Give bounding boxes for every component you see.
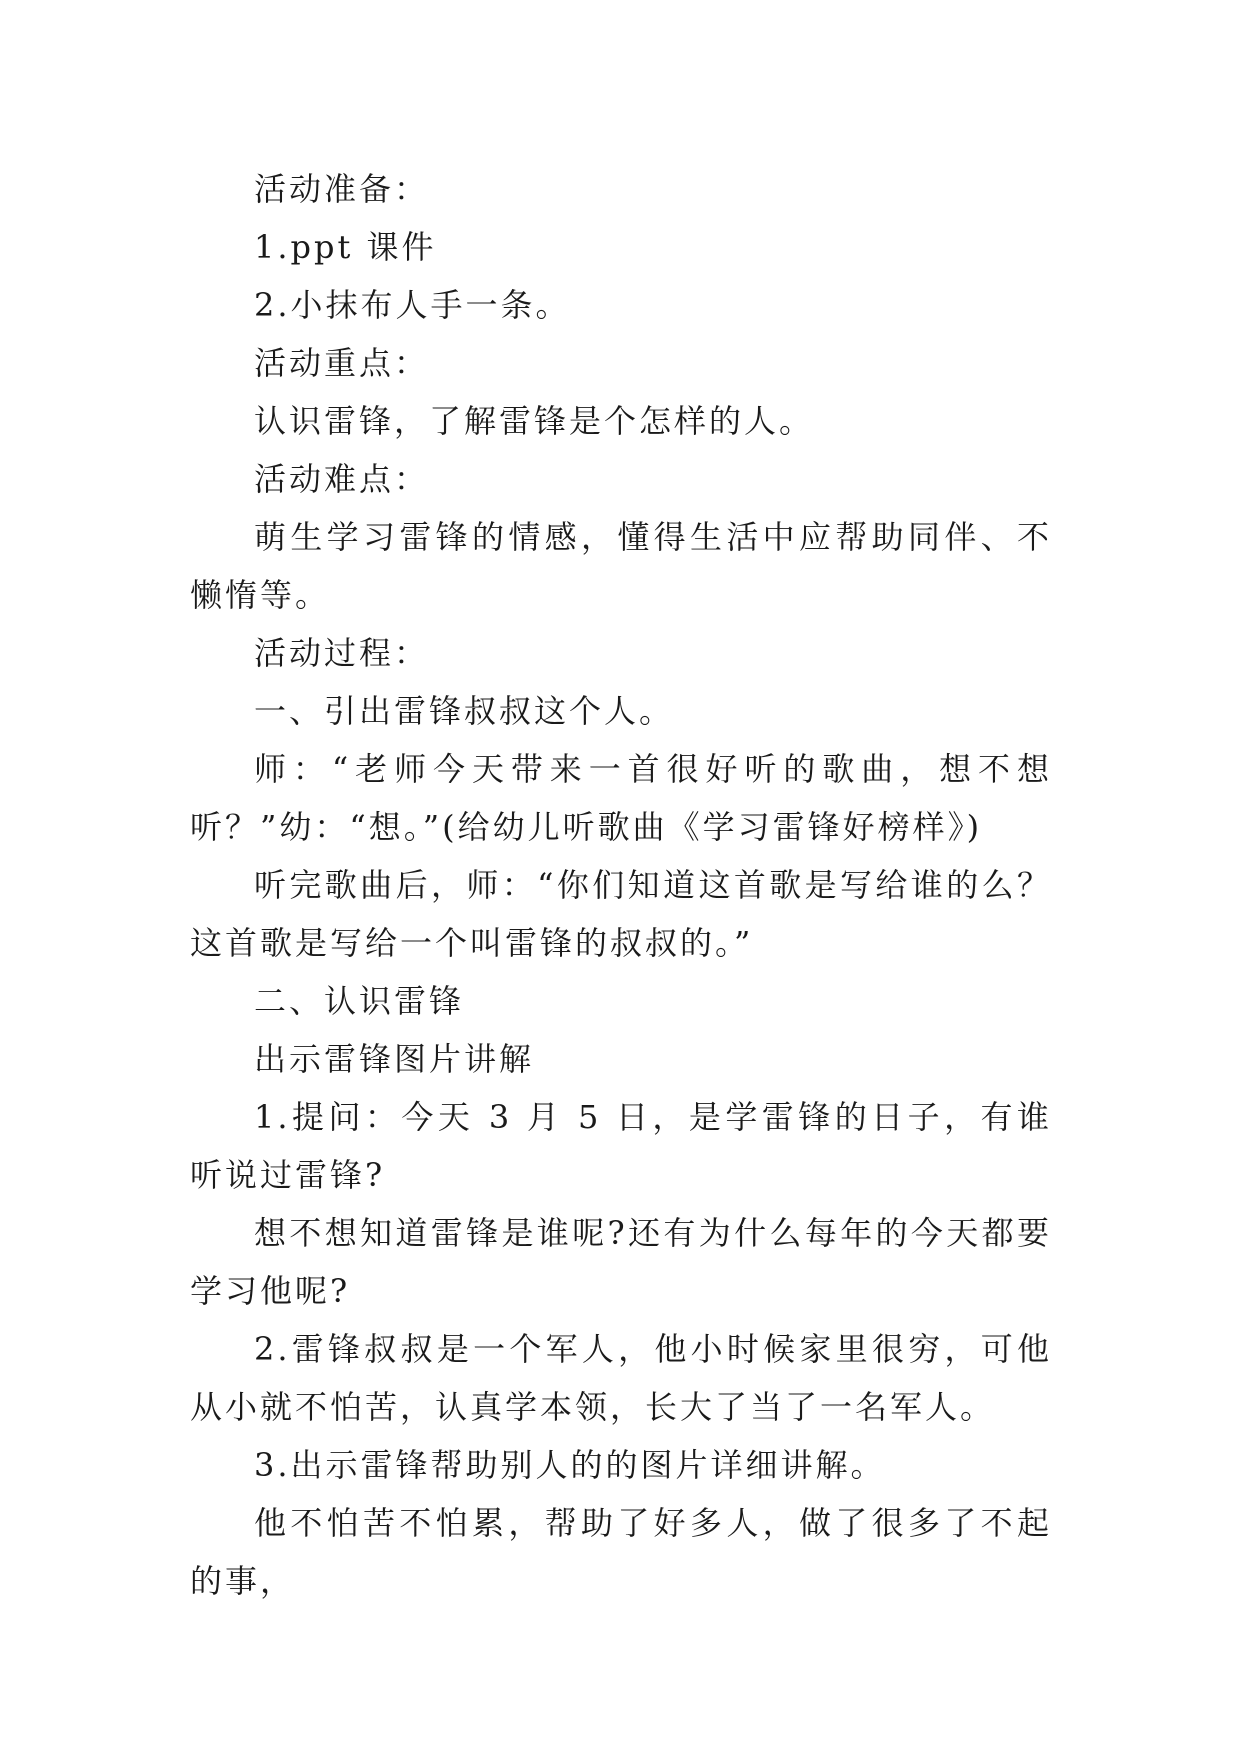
section-heading: 一、引出雷锋叔叔这个人。 — [254, 692, 675, 730]
heading-difficulties: 活动难点： — [254, 460, 430, 498]
list-item: 2.雷锋叔叔是一个军人，他小时候家里很穷，可他从小就不怕苦，认真学本领，长大了当了一名军人。 — [190, 1330, 1052, 1426]
body-paragraph: 他不怕苦不怕累，帮助了好多人，做了很多了不起的事， — [190, 1504, 1052, 1600]
body-paragraph: 想不想知道雷锋是谁呢?还有为什么每年的今天都要学习他呢? — [190, 1214, 1052, 1310]
heading-preparation: 活动准备： — [254, 170, 430, 208]
list-item: 1.ppt 课件 — [254, 228, 437, 266]
body-paragraph: 认识雷锋，了解雷锋是个怎样的人。 — [254, 402, 815, 440]
document-body — [190, 160, 1052, 1610]
heading-key-points: 活动重点： — [254, 344, 430, 382]
list-item: 2.小抹布人手一条。 — [254, 286, 571, 324]
body-paragraph: 师：“老师今天带来一首很好听的歌曲，想不想听？”幼：“想。”(给幼儿听歌曲《学习雷锋好榜样》) — [190, 750, 1052, 846]
heading-process: 活动过程： — [254, 634, 430, 672]
body-paragraph: 听完歌曲后，师：“你们知道这首歌是写给谁的么？这首歌是写给一个叫雷锋的叔叔的。” — [190, 866, 1052, 962]
body-paragraph: 萌生学习雷锋的情感，懂得生活中应帮助同伴、不懒惰等。 — [190, 518, 1052, 614]
list-item: 1.提问：今天 3 月 5 日，是学雷锋的日子，有谁听说过雷锋? — [190, 1098, 1052, 1194]
body-paragraph: 出示雷锋图片讲解 — [254, 1040, 535, 1078]
list-item: 3.出示雷锋帮助别人的的图片详细讲解。 — [254, 1446, 886, 1484]
section-heading: 二、认识雷锋 — [254, 982, 465, 1020]
